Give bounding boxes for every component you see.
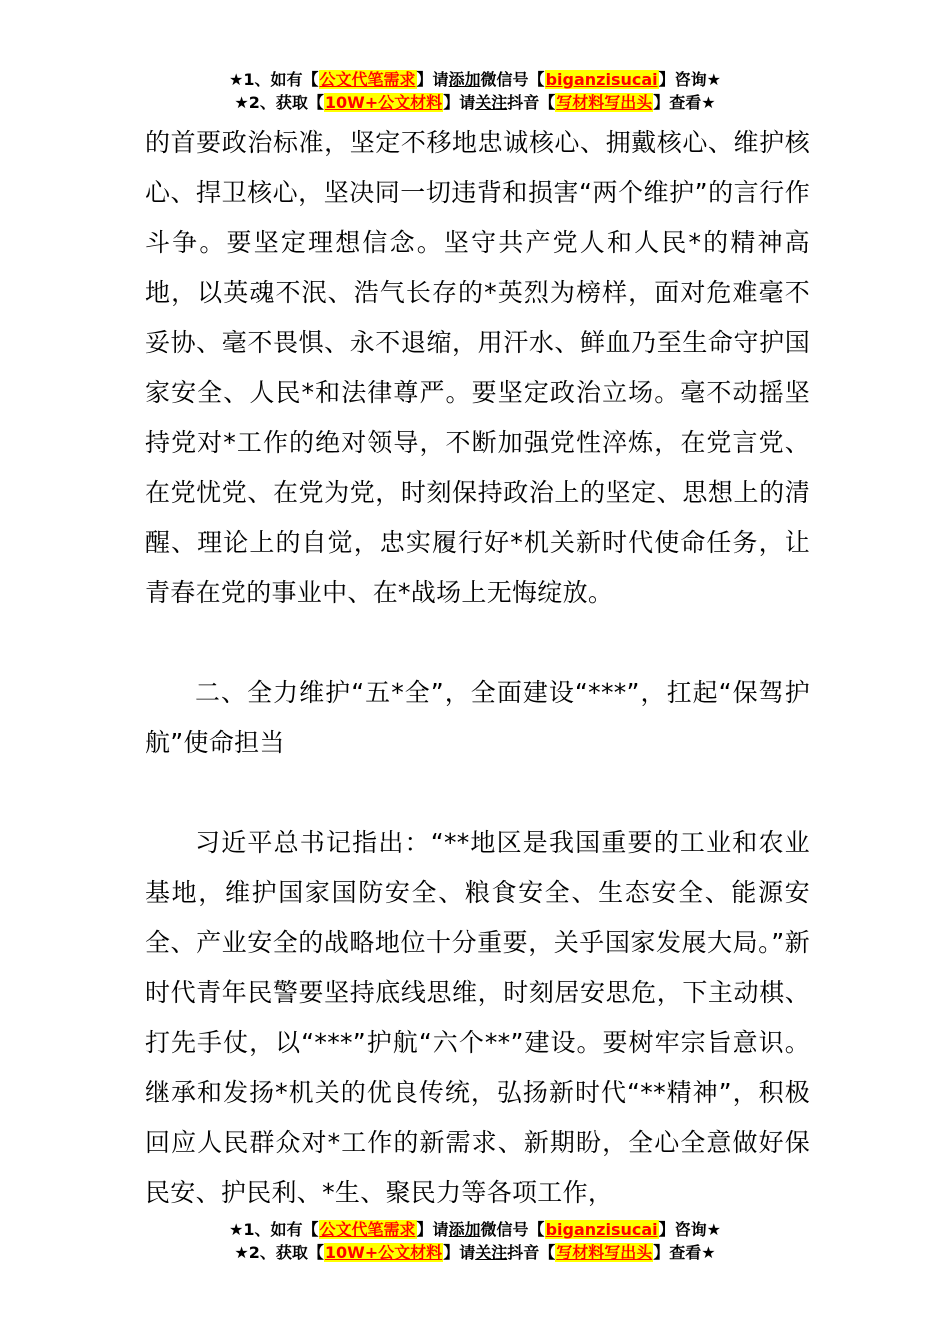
spacer bbox=[145, 768, 810, 818]
douyin-account: 写材料写出头 bbox=[556, 1243, 653, 1262]
wechat-id: biganzisucai bbox=[545, 1220, 658, 1239]
paragraph-1: 的首要政治标准，坚定不移地忠诚核心、拥戴核心、维护核心、捍卫核心，坚决同一切违背和损害“两个维护”的言行作斗争。要坚定理想信念。坚守共产党人和人民*的精神高地，以英魂不泯、浩气长存的*英烈为榜样，面对危难毫不妥协、毫不畏惧、永不退缩，用汗水、鲜血乃至生命守护国家安全、人民*和法律尊严。要坚定政治立场。毫不动摇坚持党对*工作的绝对领导，不断加强党性淬炼，在党言党、在党忧党、在党为党，时刻保持政治上的坚定、思想上的清醒、理论上的自觉，忠实履行好*机关新时代使命任务，让青春在党的事业中、在*战场上无悔绽放。 bbox=[145, 128, 810, 607]
banner-text: 】咨询★ bbox=[658, 70, 721, 89]
douyin-account: 写材料写出头 bbox=[556, 93, 653, 112]
underlined-text: 关注 bbox=[475, 93, 508, 112]
banner-text: 】请 bbox=[416, 70, 449, 89]
banner-line-2 bbox=[0, 91, 950, 114]
underlined-text: 添加 bbox=[448, 70, 481, 89]
underlined-text: 添加 bbox=[448, 1220, 481, 1239]
banner-text: ★2、获取【 bbox=[234, 93, 324, 112]
banner-text: ★1、如有【 bbox=[229, 1220, 319, 1239]
banner-text: 微信号【 bbox=[480, 70, 545, 89]
highlight-tag: 10W+公文材料 bbox=[324, 1243, 443, 1262]
banner-line-2 bbox=[0, 1241, 950, 1264]
banner-text: 】请 bbox=[443, 1243, 476, 1262]
banner-text: 】请 bbox=[416, 1220, 449, 1239]
banner-text: 】请 bbox=[443, 93, 476, 112]
banner-text: 】咨询★ bbox=[658, 1220, 721, 1239]
banner-text: 抖音【 bbox=[507, 1243, 556, 1262]
paragraph-2: 习近平总书记指出：“**地区是我国重要的工业和农业基地，维护国家国防安全、粮食安全、生态安全、能源安全、产业安全的战略地位十分重要，关乎国家发展大局。”新时代青年民警要坚持底线思维，时刻居安思危，下主动棋、打先手仗，以“***”护航“六个**”建设。要树牢宗旨意识。继承和发扬*机关的优良传统，弘扬新时代“**精神”，积极回应人民群众对*工作的新需求、新期盼，全心全意做好保民安、护民利、*生、聚民力等各项工作， bbox=[145, 828, 810, 1207]
section-heading-2: 二、全力维护“五*全”，全面建设“***”，扛起“保驾护航”使命担当 bbox=[145, 678, 810, 757]
banner-line-1 bbox=[0, 68, 950, 91]
underlined-text: 关注 bbox=[475, 1243, 508, 1262]
banner-text: ★1、如有【 bbox=[229, 70, 319, 89]
footer-banner bbox=[0, 1218, 950, 1264]
banner-text: 】查看★ bbox=[653, 93, 716, 112]
highlight-tag: 公文代笔需求 bbox=[319, 70, 416, 89]
header-banner bbox=[0, 68, 950, 114]
banner-text: 微信号【 bbox=[480, 1220, 545, 1239]
banner-text: ★2、获取【 bbox=[234, 1243, 324, 1262]
banner-text: 】查看★ bbox=[653, 1243, 716, 1262]
highlight-tag: 10W+公文材料 bbox=[324, 93, 443, 112]
banner-line-1 bbox=[0, 1218, 950, 1241]
wechat-id: biganzisucai bbox=[545, 70, 658, 89]
banner-text: 抖音【 bbox=[507, 93, 556, 112]
highlight-tag: 公文代笔需求 bbox=[319, 1220, 416, 1239]
document-body bbox=[145, 118, 810, 1218]
spacer bbox=[145, 618, 810, 668]
